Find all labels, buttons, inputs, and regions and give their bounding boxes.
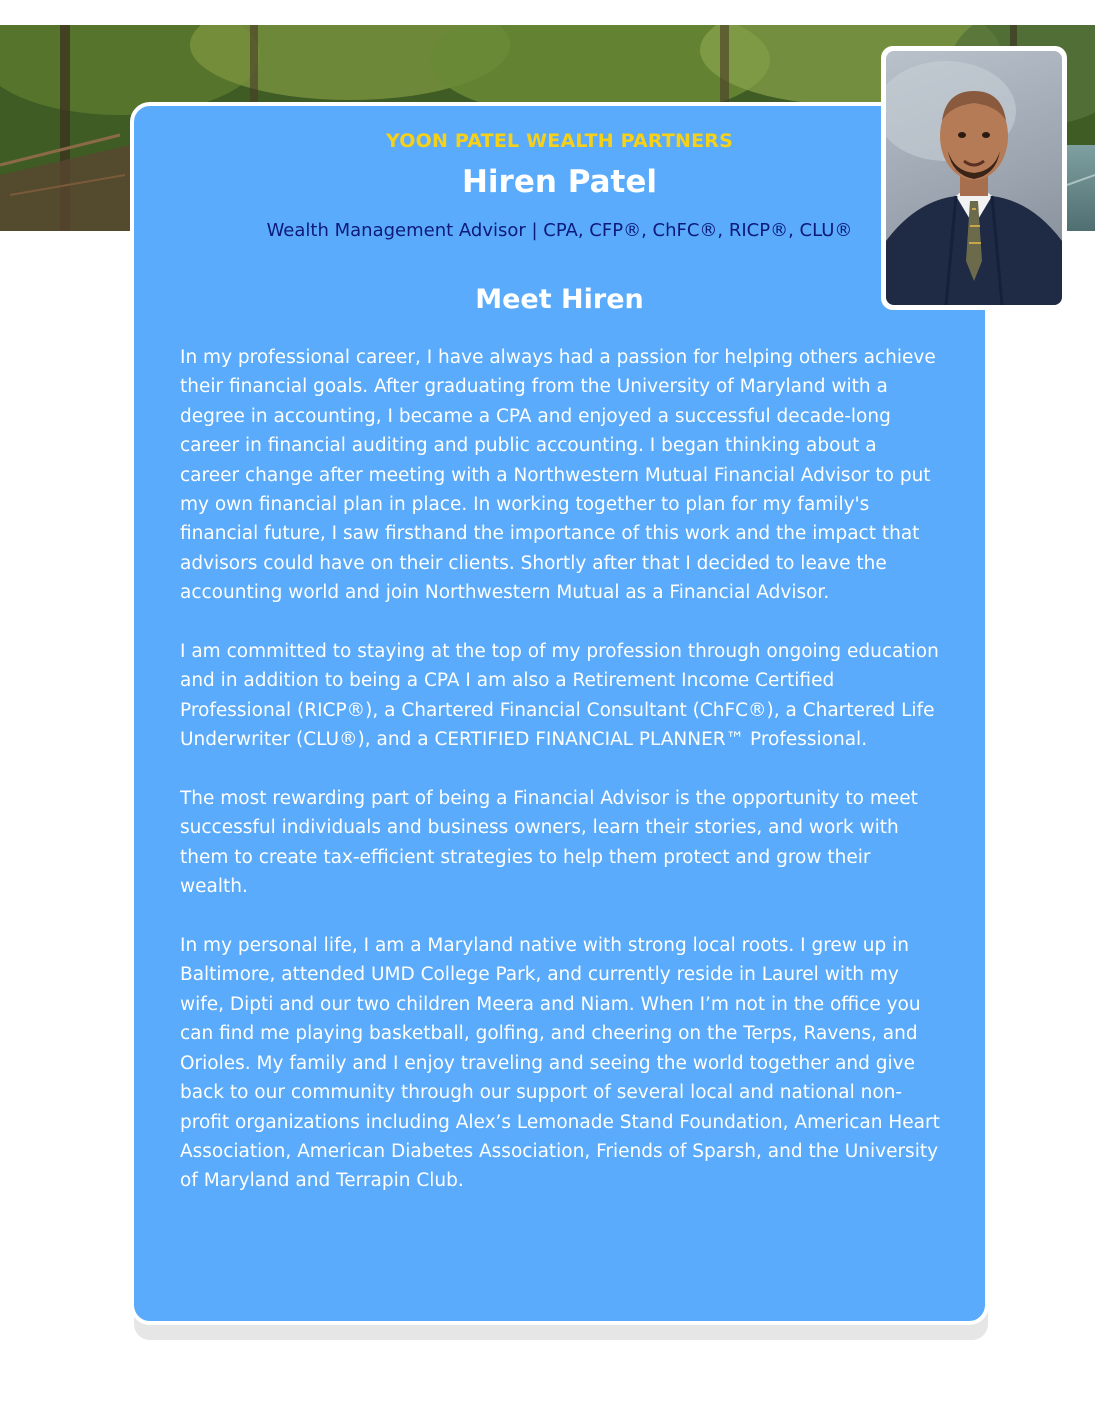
profile-card <box>130 102 989 1325</box>
section-heading: Meet Hiren <box>475 284 644 315</box>
advisor-portrait <box>886 51 1062 305</box>
bio-paragraph: I am committed to staying at the top of my profession through ongoing education and in addition to being a CPA I am also a Retirement Income Certified Professional (RICP®), a Chartered Financial Consultant (ChFC®), a Chartered Life Underwriter (CLU®), and a CERTIFIED FINANCIAL PLANNER™ Professional. <box>180 641 939 751</box>
firm-name: YOON PATEL WEALTH PARTNERS <box>385 130 734 152</box>
bio-paragraph: In my personal life, I am a Maryland native with strong local roots. I grew up in Baltimore, attended UMD College Park, and currently reside in Laurel with my wife, Dipti and our two children Meera and Niam. When I’m not in the office you can find me playing basketball, golfing, and cheering on the Terps, Ravens, and Orioles. My family and I enjoy traveling and seeing the world together and give back to our community through our support of several local and national non-profit organizations including Alex’s Lemonade Stand Foundation, American Heart Association, American Diabetes Association, Friends of Sparsh, and the University of Maryland and Terrapin Club. <box>180 935 940 1192</box>
bio-paragraph: The most rewarding part of being a Financial Advisor is the opportunity to meet successful individuals and business owners, learn their stories, and work with them to create tax-efficient strategies to help them protect and grow their wealth. <box>180 788 918 898</box>
portrait-frame <box>881 46 1067 310</box>
advisor-title: Wealth Management Advisor | CPA, CFP®, ChFC®, RICP®, CLU® <box>266 220 853 241</box>
bio-paragraph: In my professional career, I have always had a passion for helping others achieve their financial goals. After graduating from the University of Maryland with a degree in accounting, I became a CPA and enjoyed a successful decade-long career in financial auditing and public accounting. I began thinking about a career change after meeting with a Northwestern Mutual Financial Advisor to put my own financial plan in place. In working together to plan for my family's financial future, I saw firsthand the importance of this work and the impact that advisors could have on their clients. Shortly after that I decided to leave the accounting world and join Northwestern Mutual as a Financial Advisor. <box>180 347 936 604</box>
bio-text <box>180 343 940 1225</box>
advisor-name: Hiren Patel <box>461 164 658 200</box>
portrait-illustration <box>886 51 1062 305</box>
